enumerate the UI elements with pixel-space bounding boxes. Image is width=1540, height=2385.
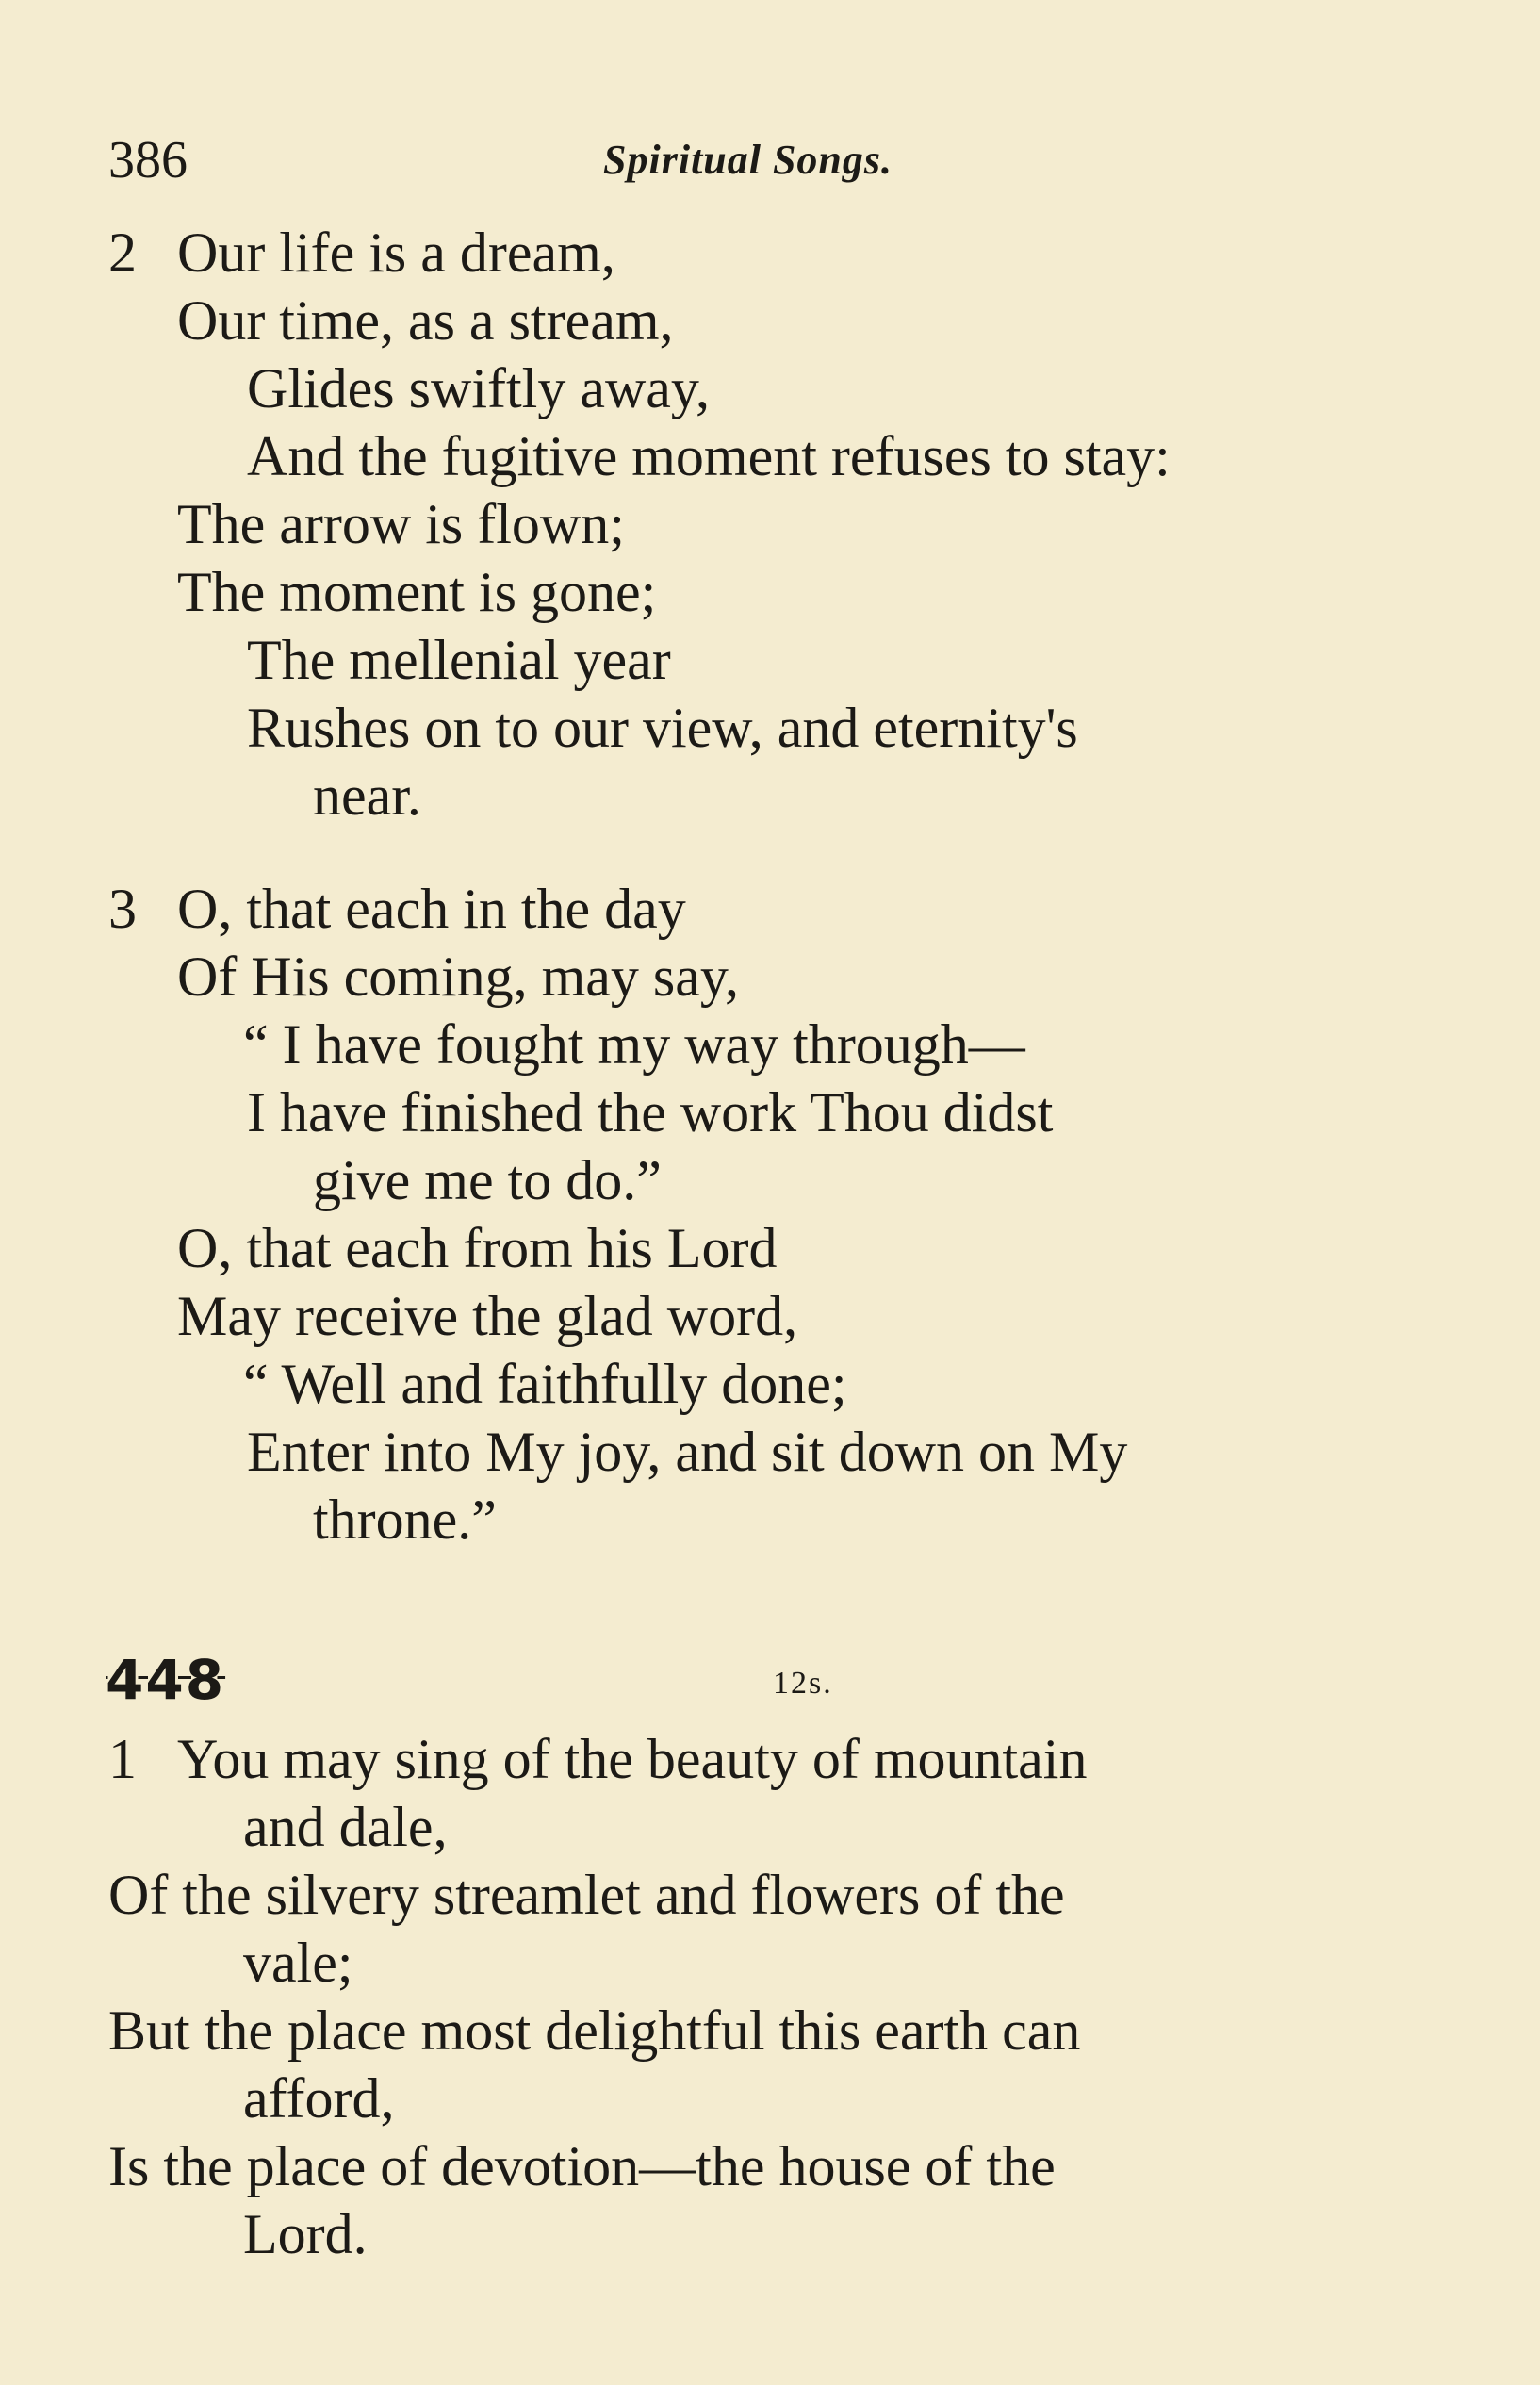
verse-line: Enter into My joy, and sit down on My [247, 1421, 1128, 1483]
verse-line: give me to do.” [313, 1149, 662, 1211]
page-number: 386 [108, 131, 188, 189]
verse-line: Our life is a dream, [177, 222, 615, 284]
verse-line: The moment is gone; [177, 561, 657, 623]
verse-line: And the fugitive moment refuses to stay: [247, 425, 1171, 487]
verse-line: Our time, as a stream, [177, 289, 674, 352]
verse-line: afford, [243, 2067, 395, 2130]
verse-line: You may sing of the beauty of mountain [177, 1728, 1088, 1790]
verse-line: O, that each in the day [177, 878, 686, 940]
verse-line: May receive the glad word, [177, 1285, 798, 1347]
running-title: Spiritual Songs. [603, 137, 893, 183]
verse-line: vale; [243, 1932, 353, 1994]
verse-line: Rushes on to our view, and eternity's [247, 697, 1078, 759]
verse-line: Of His coming, may say, [177, 946, 740, 1008]
verse-line: But the place most delightful this earth can [108, 1999, 1081, 2062]
verse-line: The arrow is flown; [177, 493, 625, 555]
verse-line: I have finished the work Thou didst [247, 1081, 1054, 1143]
verse-line: and dale, [243, 1796, 448, 1858]
verse-line: Of the silvery streamlet and flowers of the [108, 1864, 1065, 1926]
verse-line: Is the place of devotion—the house of the [108, 2135, 1056, 2197]
verse-line: “ Well and faithfully done; [243, 1353, 847, 1415]
verse-line: “ I have fought my way through— [243, 1013, 1025, 1076]
verse-line: The mellenial year [247, 629, 671, 691]
verse-line: Lord. [243, 2203, 368, 2265]
page-header [0, 123, 1540, 198]
verse-number: 1 [108, 1728, 137, 1790]
verse-line: O, that each from his Lord [177, 1217, 778, 1279]
verse-number: 3 [108, 878, 137, 940]
verse-line: Glides swiftly away, [247, 357, 711, 419]
verse-number: 2 [108, 222, 137, 284]
hymn-heading [0, 1646, 1540, 1714]
hymn-number: 448 [106, 1648, 226, 1712]
hymn-meter: 12s. [773, 1666, 833, 1701]
verse-line: throne.” [313, 1489, 497, 1551]
verse-line: near. [313, 765, 421, 827]
